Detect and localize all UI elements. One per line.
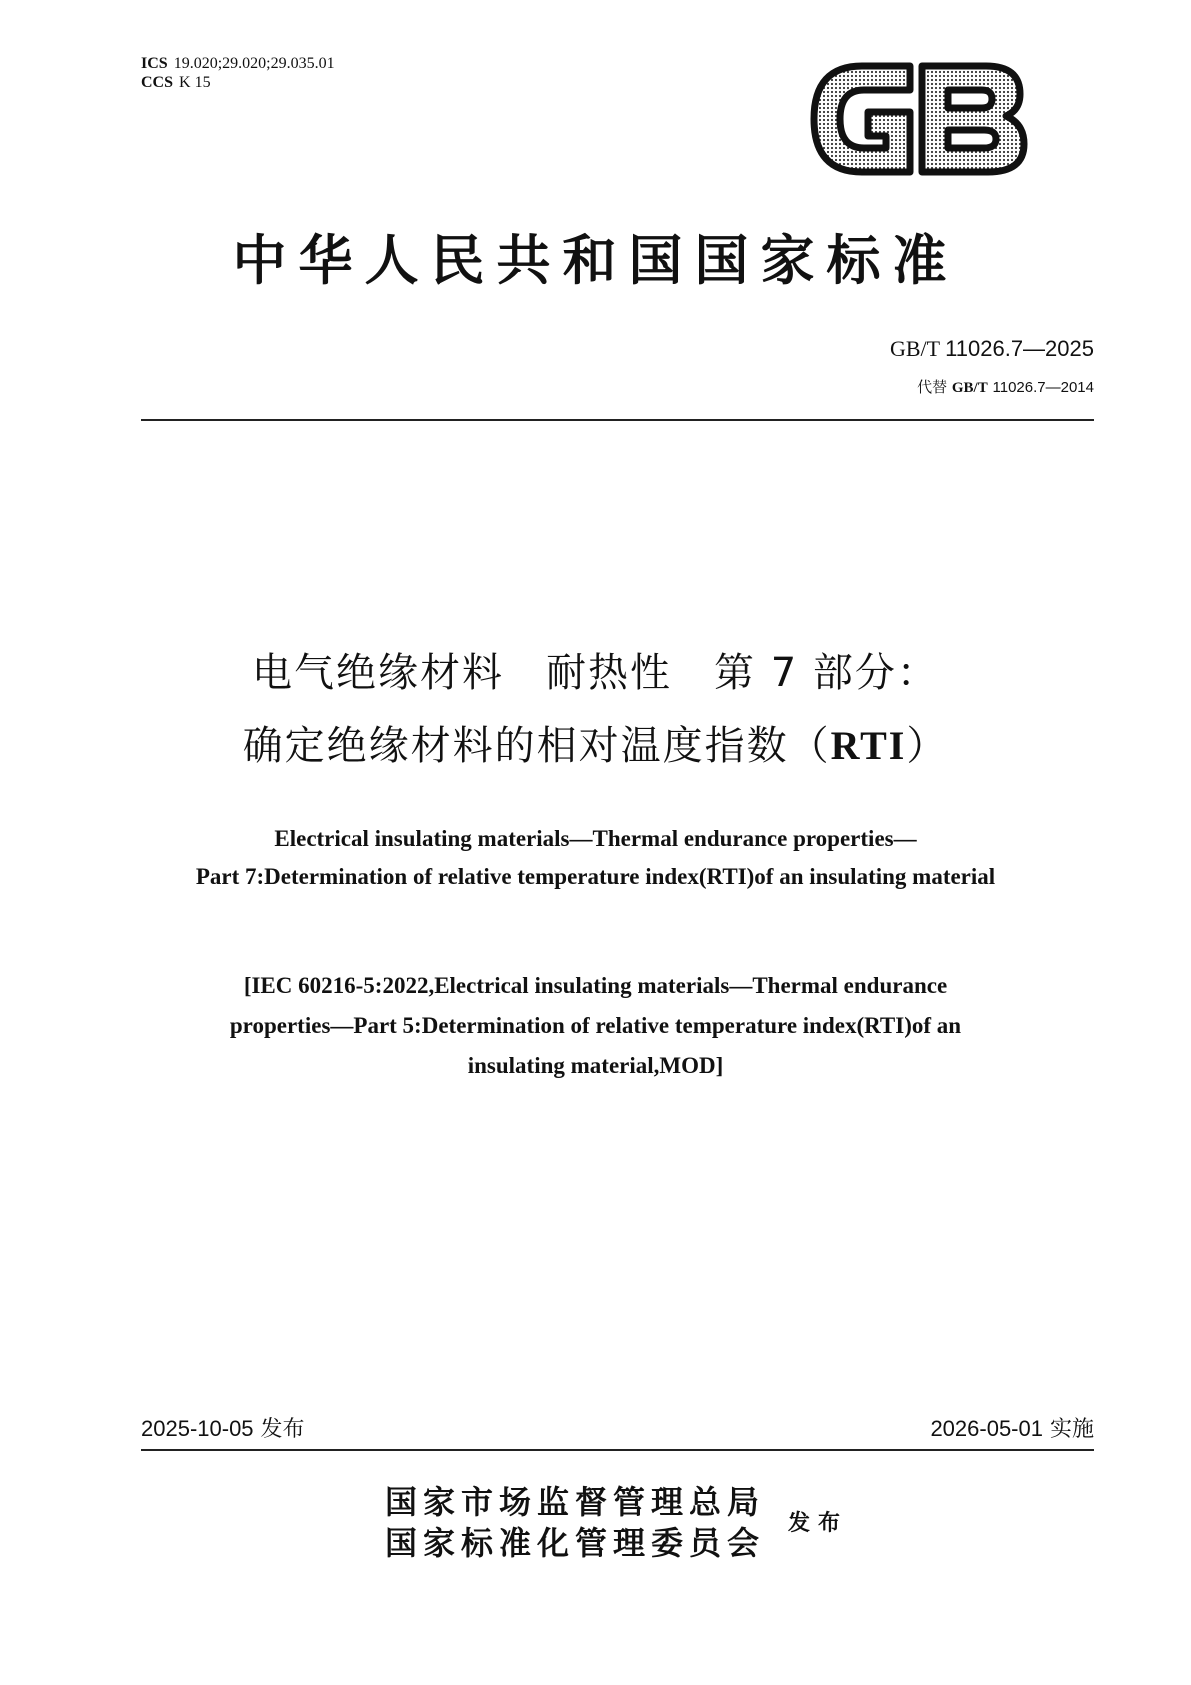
implement-date — [930, 1412, 1094, 1443]
top-divider — [141, 419, 1094, 421]
title-cn-close-paren: ） — [906, 723, 949, 769]
replaces-number: 11026.7—2014 — [992, 379, 1094, 396]
iec-line2: properties—Part 5:Determination of relative temperature index(RTI)of an — [229, 1013, 962, 1038]
ics-line — [141, 54, 335, 73]
title-cn-line2 — [0, 720, 1191, 772]
issuing-organizations — [385, 1482, 765, 1564]
issue-word: 发布 — [788, 1510, 849, 1536]
title-en — [0, 820, 1191, 896]
ics-value: 19.020;29.020;29.035.01 — [173, 55, 335, 72]
replaces-prefix: GB/T — [951, 380, 988, 396]
replaces-word: 代替 — [917, 378, 948, 396]
replaces-line — [917, 376, 1094, 397]
title-cn-line2-text: 确定绝缘材料的相对温度指数（ — [242, 723, 831, 769]
iec-line1: [IEC 60216-5:2022,Electrical insulating materials—Thermal endurance — [243, 973, 948, 998]
issuer-sac: 国家标准化管理委员会 — [385, 1524, 766, 1562]
publish-word: 发布 — [260, 1417, 305, 1442]
implement-word: 实施 — [1049, 1417, 1094, 1442]
publish-date — [141, 1412, 305, 1443]
title-en-line2: Part 7:Determination of relative temperature index(RTI)of an insulating material — [195, 864, 996, 889]
publish-date-value: 2025-10-05 — [141, 1416, 254, 1441]
title-en-line1: Electrical insulating materials—Thermal endurance properties— — [274, 826, 917, 851]
implement-date-value: 2026-05-01 — [930, 1416, 1043, 1441]
ics-label: ICS — [141, 55, 168, 72]
iec-line3: insulating material,MOD] — [467, 1053, 724, 1078]
standard-number-value: 11026.7—2025 — [945, 336, 1094, 361]
standard-prefix: GB/T — [889, 336, 940, 361]
ccs-value: K 15 — [179, 74, 211, 91]
iec-reference — [0, 966, 1191, 1086]
ccs-label: CCS — [141, 74, 174, 91]
bottom-divider — [141, 1449, 1094, 1451]
ccs-line — [141, 73, 335, 92]
title-cn-rti: RTI — [830, 723, 907, 768]
classification-codes — [141, 54, 335, 92]
gb-logo-icon — [806, 58, 1032, 180]
issuer-samr: 国家市场监督管理总局 — [385, 1483, 766, 1521]
title-cn-line1: 电气绝缘材料 耐热性 第 7 部分： — [252, 650, 939, 696]
standard-number — [890, 336, 1094, 362]
national-standard-title: 中华人民共和国国家标准 — [232, 228, 959, 292]
